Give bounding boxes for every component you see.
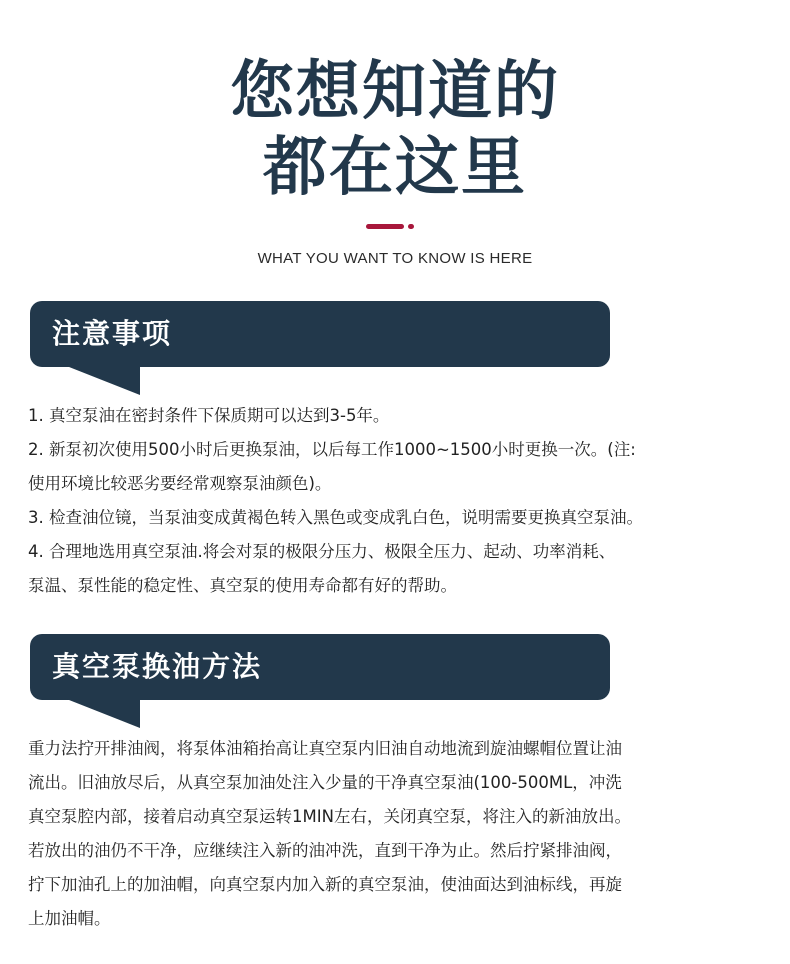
precautions-line-6: 泵温、泵性能的稳定性、真空泵的使用寿命都有好的帮助。	[28, 576, 457, 595]
accent-divider-dot	[408, 224, 414, 229]
banner-speech-tail	[64, 365, 140, 395]
oil-change-line-4: 若放出的油仍不干净，应继续注入新的油冲洗，直到干净为止。然后拧紧排油阀，	[28, 841, 622, 860]
precautions-line-1: 1. 真空泵油在密封条件下保质期可以达到3-5年。	[28, 406, 390, 425]
banner-speech-tail	[64, 698, 140, 728]
precautions-line-2: 2. 新泵初次使用500小时后更换泵油，以后每工作1000~1500小时更换一次。(注:	[28, 440, 636, 459]
accent-divider-bar	[366, 224, 404, 229]
precautions-text	[28, 399, 768, 603]
section-title-precautions: 注意事项	[52, 317, 173, 350]
hero-subtitle: WHAT YOU WANT TO KNOW IS HERE	[257, 250, 533, 267]
hero-title-line1: 您想知道的	[230, 55, 560, 129]
hero-title-line2: 都在这里	[263, 131, 527, 205]
oil-change-line-3: 真空泵腔内部，接着启动真空泵运转1MIN左右，关闭真空泵，将注入的新油放出。	[28, 807, 631, 826]
oil-change-line-6: 上加油帽。	[28, 909, 111, 928]
section-banner-precautions	[30, 301, 610, 367]
precautions-line-4: 3. 检查油位镜，当泵油变成黄褐色转入黑色或变成乳白色，说明需要更换真空泵油。	[28, 508, 643, 527]
oil-change-line-1: 重力法拧开排油阀，将泵体油箱抬高让真空泵内旧油自动地流到旋油螺帽位置让油	[28, 739, 622, 758]
precautions-line-3: 使用环境比较恶劣要经常观察泵油颜色)。	[28, 474, 332, 493]
section-banner-oil-change	[30, 634, 610, 700]
oil-change-line-5: 拧下加油孔上的加油帽，向真空泵内加入新的真空泵油，使油面达到油标线，再旋	[28, 875, 622, 894]
oil-change-line-2: 流出。旧油放尽后，从真空泵加油处注入少量的干净真空泵油(100-500ML，冲洗	[28, 773, 622, 792]
section-title-oil-change: 真空泵换油方法	[52, 650, 263, 683]
precautions-line-5: 4. 合理地选用真空泵油.将会对泵的极限分压力、极限全压力、起动、功率消耗、	[28, 542, 616, 561]
oil-change-text	[28, 732, 768, 936]
